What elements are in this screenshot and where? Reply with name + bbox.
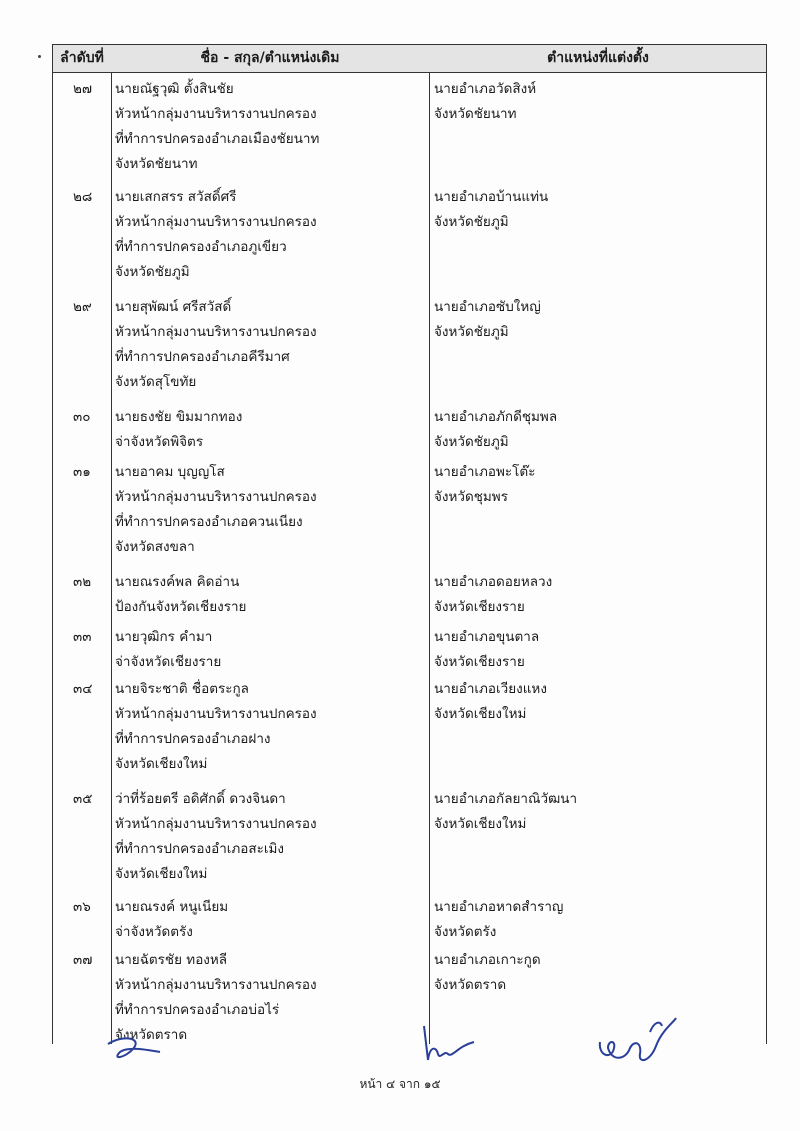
old-position-line: จังหวัดเชียงใหม่ <box>115 756 208 772</box>
person-name: นายเสกสรร สวัสดิ์ศรี <box>115 189 237 205</box>
new-position-cell <box>434 185 759 235</box>
row-number: ๓๔ <box>73 681 93 697</box>
new-position-line: จังหวัดเชียงใหม่ <box>434 706 527 722</box>
new-position-line: จังหวัดตราด <box>434 977 507 993</box>
old-position-cell <box>115 460 425 560</box>
margin-dot <box>38 55 41 58</box>
page-number: หน้า ๔ จาก ๑๕ <box>359 1077 441 1091</box>
row-number: ๒๙ <box>73 299 92 315</box>
column-divider <box>111 44 112 1044</box>
new-position-cell <box>434 295 759 345</box>
new-position-line: นายอำเภอวัดสิงห์ <box>434 81 537 97</box>
person-name: นายอาคม บุญญโส <box>115 464 225 480</box>
old-position-line: ป้องกันจังหวัดเชียงราย <box>115 599 247 615</box>
new-position-line: นายอำเภอเวียงแหง <box>434 681 547 697</box>
row-number: ๓๒ <box>73 574 92 590</box>
old-position-line: ที่ทำการปกครองอำเภอฝาง <box>115 731 271 747</box>
old-position-line: หัวหน้ากลุ่มงานบริหารงานปกครอง <box>115 324 317 340</box>
new-position-cell <box>434 460 759 510</box>
new-position-cell <box>434 570 759 620</box>
new-position-line: นายอำเภอหาดสำราญ <box>434 899 564 915</box>
row-number: ๓๗ <box>73 952 93 968</box>
old-position-line: จังหวัดเชียงใหม่ <box>115 866 208 882</box>
old-position-line: หัวหน้ากลุ่มงานบริหารงานปกครอง <box>115 214 317 230</box>
old-position-line: หัวหน้ากลุ่มงานบริหารงานปกครอง <box>115 706 317 722</box>
new-position-line: นายอำเภอกัลยาณิวัฒนา <box>434 791 578 807</box>
old-position-line: จังหวัดชัยภูมิ <box>115 264 190 280</box>
new-position-line: นายอำเภอบ้านแท่น <box>434 189 549 205</box>
new-position-line: จังหวัดชุมพร <box>434 489 508 505</box>
new-position-line: จังหวัดชัยภูมิ <box>434 214 509 230</box>
old-position-line: จ่าจังหวัดพิจิตร <box>115 434 204 450</box>
old-position-line: จังหวัดตราด <box>115 1027 188 1043</box>
new-position-line: จังหวัดตรัง <box>434 924 497 940</box>
header-name-old-position: ชื่อ - สกุล/ตำแหน่งเดิม <box>200 50 340 66</box>
old-position-cell <box>115 570 425 620</box>
header-new-position: ตำแหน่งที่แต่งตั้ง <box>547 50 649 66</box>
old-position-cell <box>115 77 425 177</box>
old-position-line: ที่ทำการปกครองอำเภอเมืองชัยนาท <box>115 131 320 147</box>
row-number: ๒๗ <box>73 81 93 97</box>
new-position-line: จังหวัดชัยภูมิ <box>434 434 509 450</box>
signature-middle <box>418 1020 478 1065</box>
new-position-cell <box>434 677 759 727</box>
new-position-line: นายอำเภอเกาะกูด <box>434 952 541 968</box>
new-position-line: จังหวัดชัยนาท <box>434 106 517 122</box>
person-name: นายฉัตรชัย ทองหลี <box>115 952 228 968</box>
header-order: ลำดับที่ <box>60 50 104 66</box>
new-position-line: จังหวัดเชียงใหม่ <box>434 816 527 832</box>
row-number: ๓๓ <box>73 629 92 645</box>
row-number: ๓๕ <box>73 791 93 807</box>
new-position-line: นายอำเภอภักดีชุมพล <box>434 409 558 425</box>
old-position-cell <box>115 625 425 675</box>
person-name: นายณรงค์พล คิดอ่าน <box>115 574 240 590</box>
new-position-line: นายอำเภอซับใหญ่ <box>434 299 541 315</box>
new-position-line: จังหวัดชัยภูมิ <box>434 324 509 340</box>
old-position-line: ที่ทำการปกครองอำเภอคีรีมาศ <box>115 349 290 365</box>
old-position-line: ที่ทำการปกครองอำเภอควนเนียง <box>115 514 303 530</box>
old-position-cell <box>115 895 425 945</box>
old-position-cell <box>115 295 425 395</box>
old-position-cell <box>115 787 425 887</box>
appointment-table <box>52 44 767 1044</box>
person-name: นายสุพัฒน์ ศรีสวัสดิ์ <box>115 299 232 315</box>
new-position-cell <box>434 405 759 455</box>
person-name: นายธงชัย ขิมมากทอง <box>115 409 243 425</box>
old-position-line: หัวหน้ากลุ่มงานบริหารงานปกครอง <box>115 977 317 993</box>
new-position-cell <box>434 895 759 945</box>
new-position-line: นายอำเภอดอยหลวง <box>434 574 553 590</box>
old-position-line: หัวหน้ากลุ่มงานบริหารงานปกครอง <box>115 106 317 122</box>
old-position-cell <box>115 185 425 285</box>
old-position-line: หัวหน้ากลุ่มงานบริหารงานปกครอง <box>115 489 317 505</box>
old-position-cell <box>115 677 425 777</box>
table-header <box>53 44 766 73</box>
new-position-cell <box>434 787 759 837</box>
new-position-line: จังหวัดเชียงราย <box>434 654 525 670</box>
person-name: ว่าที่ร้อยตรี อดิศักดิ์ ดวงจินดา <box>115 791 286 807</box>
signature-left <box>104 1030 164 1070</box>
row-number: ๓๖ <box>73 899 91 915</box>
old-position-line: จังหวัดสุโขทัย <box>115 374 197 390</box>
person-name: นายณรงค์ หนูเนียม <box>115 899 229 915</box>
old-position-line: ที่ทำการปกครองอำเภอภูเขียว <box>115 239 287 255</box>
old-position-line: จ่าจังหวัดตรัง <box>115 924 193 940</box>
old-position-line: จังหวัดสงขลา <box>115 539 195 555</box>
person-name: นายจิระชาติ ชื่อตระกูล <box>115 681 249 697</box>
person-name: นายณัฐวุฒิ ตั้งสินชัย <box>115 81 234 97</box>
old-position-line: จังหวัดชัยนาท <box>115 156 198 172</box>
person-name: นายวุฒิกร คำมา <box>115 629 213 645</box>
row-number: ๓๑ <box>73 464 91 480</box>
new-position-line: นายอำเภอพะโต๊ะ <box>434 464 536 480</box>
old-position-cell <box>115 405 425 455</box>
row-number: ๒๘ <box>73 189 93 205</box>
old-position-line: หัวหน้ากลุ่มงานบริหารงานปกครอง <box>115 816 317 832</box>
new-position-line: นายอำเภอขุนตาล <box>434 629 540 645</box>
new-position-cell <box>434 948 759 998</box>
old-position-line: ที่ทำการปกครองอำเภอบ่อไร่ <box>115 1002 280 1018</box>
new-position-cell <box>434 77 759 127</box>
new-position-cell <box>434 625 759 675</box>
old-position-line: ที่ทำการปกครองอำเภอสะเมิง <box>115 841 285 857</box>
row-number: ๓๐ <box>73 409 91 425</box>
old-position-line: จ่าจังหวัดเชียงราย <box>115 654 222 670</box>
new-position-line: จังหวัดเชียงราย <box>434 599 525 615</box>
column-divider <box>429 44 430 1044</box>
signature-right <box>590 1012 680 1072</box>
